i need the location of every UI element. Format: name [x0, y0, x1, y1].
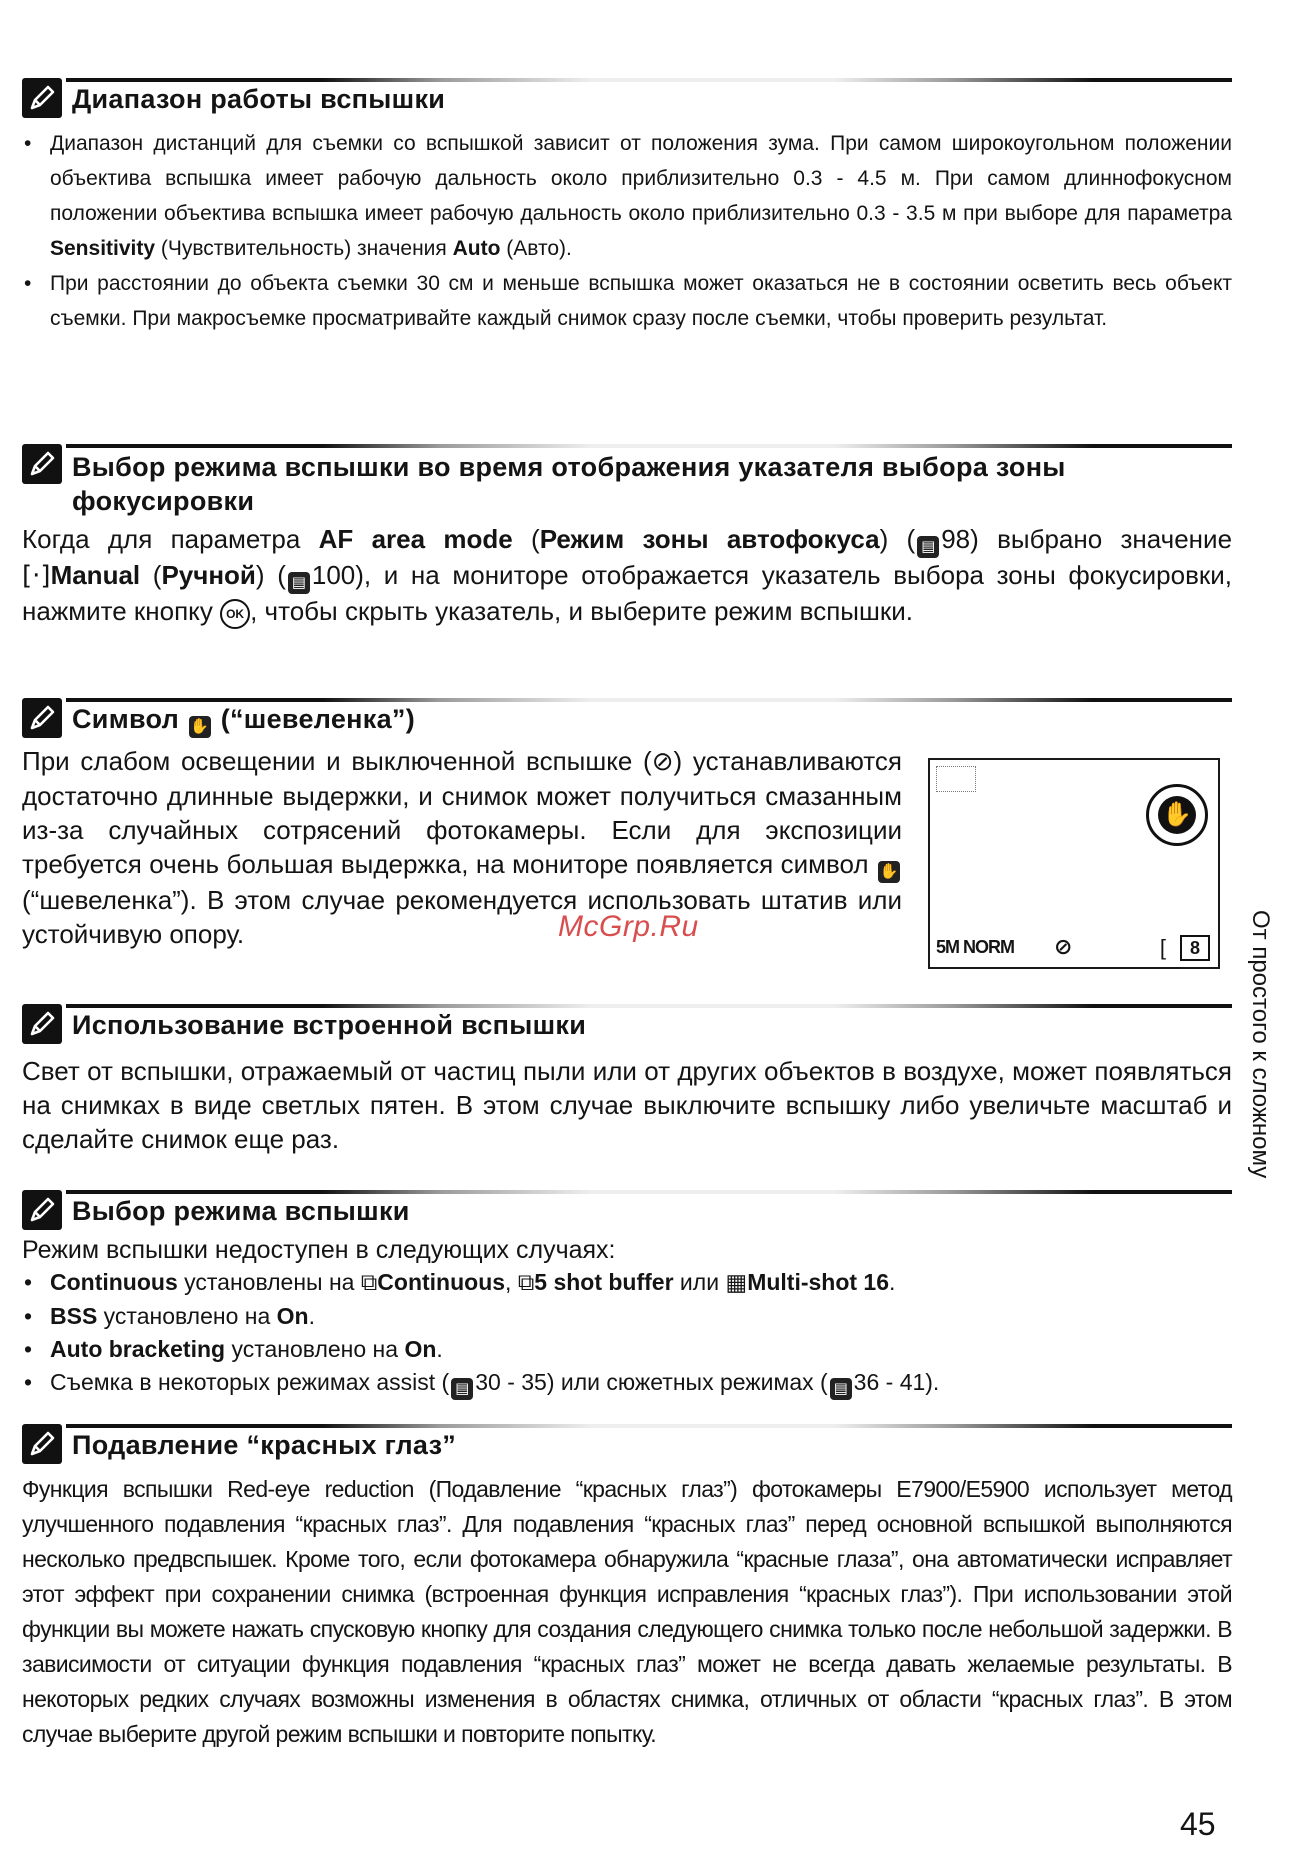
section-title: Использование встроенной вспышки: [72, 1010, 587, 1040]
continuous-mode-icon: ⧉: [360, 1270, 378, 1296]
term-continuous: Continuous: [50, 1269, 178, 1295]
text-run: установлено на: [225, 1336, 405, 1362]
text-run: Съемка в некоторых режимах assist (: [50, 1369, 450, 1395]
page-reference-icon: ▤: [288, 572, 310, 594]
header-rule: [66, 444, 1232, 448]
term-manual: Manual: [50, 560, 141, 590]
section-body: [22, 522, 1232, 629]
term-bss: BSS: [50, 1303, 98, 1329]
section-header: [22, 1000, 1232, 1046]
list-item: [22, 126, 1232, 266]
text-run: ) (: [879, 524, 916, 554]
section-red-eye-reduction: [22, 1420, 1232, 1752]
af-bracket-icon: [·]: [22, 561, 51, 591]
chapter-label: От простого к сложному: [1247, 910, 1274, 1179]
term-af-area-mode: AF area mode: [318, 524, 513, 554]
term-5-shot-buffer: 5 shot buffer: [534, 1269, 674, 1295]
text-run: 36 - 41).: [853, 1369, 940, 1395]
section-shake-symbol: [22, 694, 902, 951]
af-frame-indicator: [936, 766, 976, 792]
section-builtin-flash: [22, 1000, 1232, 1156]
note-pencil-icon: [22, 1190, 62, 1230]
text-run: ) (: [255, 560, 286, 590]
page-reference-icon: ▤: [917, 536, 939, 558]
frame-bracket-icon: [: [1159, 935, 1166, 960]
text-run: установлено на: [97, 1303, 277, 1329]
text-run: (“шевеленка”): [212, 704, 416, 734]
section-body: Свет от вспышки, отражаемый от частиц пыли или от других объектов в воздухе, может появляться на снимках в виде светлых пятен. В этом случае выключите вспышку либо увеличьте масштаб и сделайте снимок еще раз.: [22, 1056, 1232, 1154]
text-run: .: [436, 1336, 443, 1362]
flash-off-icon: ⊘: [651, 747, 674, 777]
text-run: , чтобы скрыть указатель, и выберите режим вспышки.: [250, 596, 913, 626]
term-multi-shot-16: Multi-shot 16: [747, 1269, 890, 1295]
text-run: ,: [505, 1269, 518, 1295]
header-rule: [66, 78, 1232, 82]
term-auto-bracketing: Auto bracketing: [50, 1336, 226, 1362]
shake-warning-icon: ✋: [189, 716, 211, 738]
image-mode-label: 5M NORM: [936, 937, 1014, 957]
condition-list: [22, 1266, 1232, 1400]
monitor-illustration: [928, 758, 1220, 969]
text-run: (Авто).: [500, 237, 572, 260]
text-run: .: [308, 1303, 316, 1329]
shake-warning-icon: ✋: [1146, 784, 1208, 846]
text-run: (Чувствительность) значения: [155, 237, 453, 260]
text-run: 30 - 35) или сюжетных режимах (: [475, 1369, 828, 1395]
watermark: McGrp.Ru: [558, 910, 699, 943]
list-item: [22, 1333, 1232, 1366]
text-run: установлены на: [177, 1269, 361, 1295]
section-title: Подавление “красных глаз”: [72, 1430, 457, 1460]
section-title: Выбор режима вспышки: [72, 1196, 410, 1226]
text-run: .: [889, 1269, 896, 1295]
term-continuous-option: Continuous: [377, 1269, 506, 1295]
text-run: 98) выбрано значение: [941, 524, 1233, 554]
text-run: При слабом освещении и выключенной вспышке (: [22, 746, 652, 776]
shot-buffer-icon: ⧉: [517, 1270, 535, 1296]
exposure-count: 8: [1180, 935, 1210, 961]
page-number: 45: [1180, 1806, 1216, 1842]
text-run: ) устанавливаются достаточно длинные выдержки, и снимок может получиться смазанным из-за случайных сотрясений фотокамеры. Если для экспозиции требуется очень большая выдержка, на мониторе появляется символ: [22, 746, 902, 879]
section-flash-mode-unavailable: [22, 1186, 1232, 1400]
term-on: On: [404, 1336, 437, 1362]
term-auto: Auto: [452, 237, 501, 260]
text-run: (: [512, 524, 540, 554]
section-title: Выбор режима вспышки во время отображения указателя выбора зоны фокусировки: [72, 452, 1066, 516]
note-pencil-icon: [22, 698, 62, 738]
note-pencil-icon: [22, 1424, 62, 1464]
section-title: Диапазон работы вспышки: [72, 84, 446, 114]
section-header: [22, 74, 1232, 120]
text-run: Символ: [72, 704, 187, 734]
list-item: [22, 1300, 1232, 1333]
section-flash-mode-af-indicator: [22, 440, 1232, 629]
page-reference-icon: ▤: [451, 1378, 473, 1400]
section-header: [22, 1420, 1232, 1466]
list-item: [22, 1266, 1232, 1300]
section-flash-range: [22, 74, 1232, 336]
list-item: [22, 1366, 1232, 1400]
term-af-mode-ru: Режим зоны автофокуса: [539, 524, 880, 554]
text-run: Когда для параметра: [22, 524, 319, 554]
note-pencil-icon: [22, 1004, 62, 1044]
text-run: 100), и на мониторе отображается указатель выбора зоны фокусировки, нажмите кнопку: [22, 560, 1232, 626]
section-header: [22, 440, 1232, 518]
section-body: [22, 744, 902, 951]
monitor-status-bar: [936, 935, 1210, 961]
section-body: Функция вспышки Red-eye reduction (Подавление “красных глаз”) фотокамеры E7900/E5900 использует метод улучшенного подавления “красных глаз”. Для подавления “красных глаз” перед основной вспышкой выполняются несколько предвспышек. Кроме того, если фотокамера обнаружила “красные глаза”, она автоматически исправляет этот эффект при сохранении снимка (встроенная функция исправления “красных глаз”). При использовании этой функции вы можете нажать спусковую кнопку для создания следующего снимка только после небольшой задержки. В зависимости от ситуации функция подавления “красных глаз” может не всегда давать желаемые результаты. В некоторых редких случаях возможны изменения в областях снимка, отличных от области “красных глаз”. В этом случае выберите другой режим вспышки и повторите попытку.: [22, 1476, 1232, 1747]
term-sensitivity: Sensitivity: [50, 237, 156, 260]
note-pencil-icon: [22, 444, 62, 484]
header-rule: [66, 698, 1232, 702]
term-manual-ru: Ручной: [161, 560, 256, 590]
list-item: • При расстоянии до объекта съемки 30 см и меньше вспышка может оказаться не в состоянии осветить весь объект съемки. При макросъемке просматривайте каждый снимок сразу после съемки, чтобы проверить результат.: [22, 266, 1232, 336]
page-reference-icon: ▤: [830, 1378, 852, 1400]
note-pencil-icon: [22, 78, 62, 118]
bullet-list: [22, 126, 1232, 336]
header-rule: [66, 1424, 1232, 1428]
header-rule: [66, 1190, 1232, 1194]
section-title: [72, 704, 415, 738]
header-rule: [66, 1004, 1232, 1008]
multi-shot-icon: ▦: [725, 1270, 748, 1296]
section-intro: Режим вспышки недоступен в следующих случаях:: [22, 1236, 616, 1264]
text-run: или: [673, 1269, 726, 1295]
flash-off-icon: ⊘: [1054, 935, 1073, 960]
text-run: (“шевеленка”). В этом случае рекомендуется использовать штатив или устойчивую опору.: [22, 885, 902, 949]
section-header: [22, 694, 1232, 740]
term-on: On: [276, 1303, 309, 1329]
ok-button-icon: OK: [220, 599, 250, 629]
shake-warning-icon: ✋: [878, 861, 900, 883]
chapter-side-tab: [1238, 910, 1278, 1270]
section-header: [22, 1186, 1232, 1232]
text-run: (: [140, 560, 162, 590]
text-run: Диапазон дистанций для съемки со вспышкой зависит от положения зума. При самом широкоугольном положении объектива вспышка имеет рабочую дальность около приблизительно 0.3 - 4.5 м. При самом длиннофокусном положении объектива вспышка имеет рабочую дальность около приблизительно 0.3 - 3.5 м при выборе для параметра: [50, 132, 1232, 225]
